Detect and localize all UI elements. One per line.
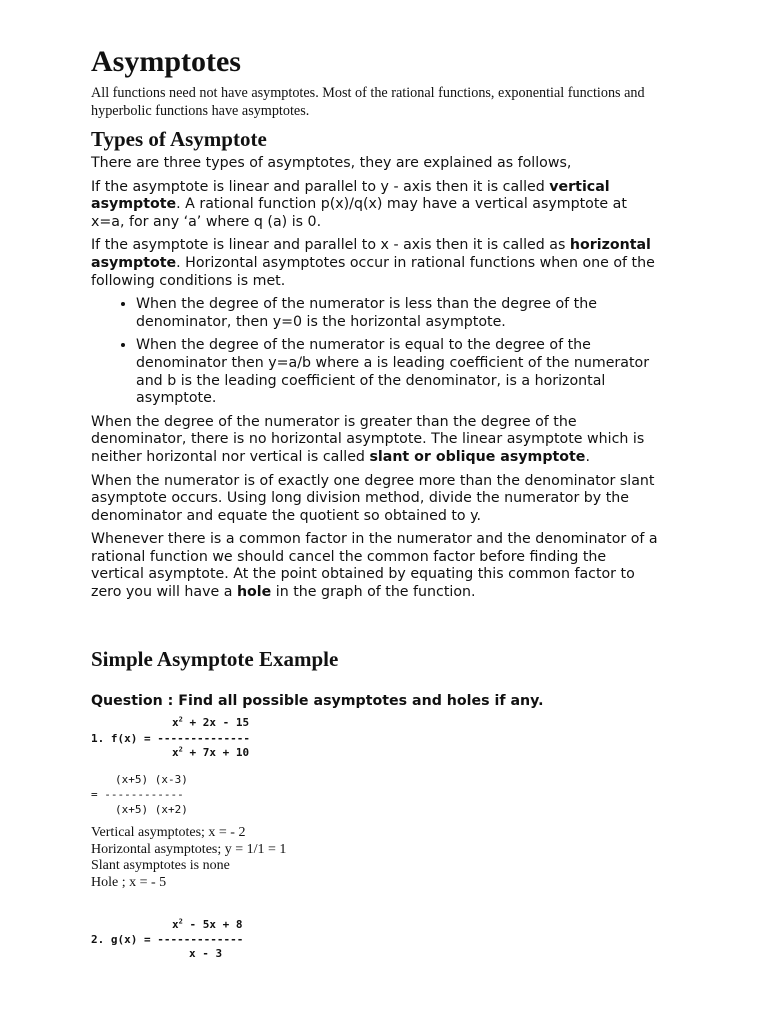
term-horizontal-asymptote: horizontal asymptote <box>91 237 651 271</box>
ex1-denominator: $x^2 + 7x + 10$ <box>172 745 250 759</box>
fraction-bar: -------------- <box>157 732 250 745</box>
term-vertical-asymptote: vertical asymptote <box>91 178 610 213</box>
types-section <box>91 155 661 608</box>
ex1-numerator: $x^2 + 2x - 15$ <box>172 715 250 729</box>
ex1-step-denominator: (x+5) (x+2) <box>115 803 188 816</box>
types-heading: Types of Asymptote <box>91 127 267 151</box>
answer-line: Hole ; x = - 5 <box>91 874 167 890</box>
paragraph-horizontal: If the asymptote is linear and parallel to x - axis then it is called as horizontal asymptote. Horizontal asymptotes occur in rational functions when one of the following conditions is met. <box>91 237 655 289</box>
ex1-step-line: = ------------ <box>91 788 184 801</box>
intro-paragraph: All functions need not have asymptotes. Most of the rational functions, exponential functions and hyperbolic functions have asymptotes. <box>91 85 645 119</box>
ex2-equation-line: 2. g(x) = ------------- <box>91 933 244 946</box>
list-item: • When the degree of the numerator is less than the degree of the denominator, then y=0 is the horizontal asymptote. <box>136 296 661 331</box>
answer-line: Horizontal asymptotes; y = 1/1 = 1 <box>91 841 287 857</box>
ex1-answers <box>91 825 286 891</box>
example-heading: Simple Asymptote Example <box>91 647 339 671</box>
answer-line: Slant asymptotes is none <box>91 858 230 873</box>
conditions-list <box>91 296 661 408</box>
fraction-bar: ------------ <box>104 788 184 801</box>
paragraph-vertical: If the asymptote is linear and parallel to y - axis then it is called vertical asymptote. A rational function p(x)/q(x) may have a vertical asymptote at x=a, for any ‘a’ where q (a) is 0. <box>91 178 627 230</box>
term-hole: hole <box>236 584 272 601</box>
list-item: • When the degree of the numerator is equal to the degree of the denominator then y=a/b where a is leading coefficient of the numerator and b is the leading coefficient of the denominator, is a horizontal asymptote. <box>136 337 661 407</box>
paragraph-intro-types: There are three types of asymptotes, they are explained as follows, <box>91 155 572 171</box>
paragraph-slant: When the degree of the numerator is greater than the degree of the denominator, there is no horizontal asymptote. The linear asymptote which is neither horizontal nor vertical is called slant or oblique asymptote. <box>91 413 645 465</box>
answer-line: Vertical asymptotes; x = - 2 <box>91 825 246 840</box>
ex2-denominator: x - 3 <box>189 947 223 960</box>
ex2-numerator: $x^2 - 5x + 8$ <box>172 917 243 931</box>
paragraph-hole: Whenever there is a common factor in the numerator and the denominator of a rational function we should cancel the common factor before finding the vertical asymptote. At the point obtained by equating this common factor to zero you will have a hole in the graph of the function. <box>91 531 658 601</box>
ex1-equation-line: 1. f(x) = -------------- <box>91 732 250 745</box>
term-slant-asymptote: slant or oblique asymptote <box>369 448 586 465</box>
paragraph-slant-occurs: When the numerator is of exactly one degree more than the denominator slant asymptote occurs. Using long division method, divide the numerator by the denominator and equate the quotient so obtained to y. <box>91 472 655 524</box>
page-title: Asymptotes <box>91 45 241 78</box>
ex1-step-numerator: (x+5) (x-3) <box>115 773 188 786</box>
question-text: Question : Find all possible asymptotes and holes if any. <box>91 693 544 709</box>
fraction-bar: ------------- <box>157 933 244 946</box>
